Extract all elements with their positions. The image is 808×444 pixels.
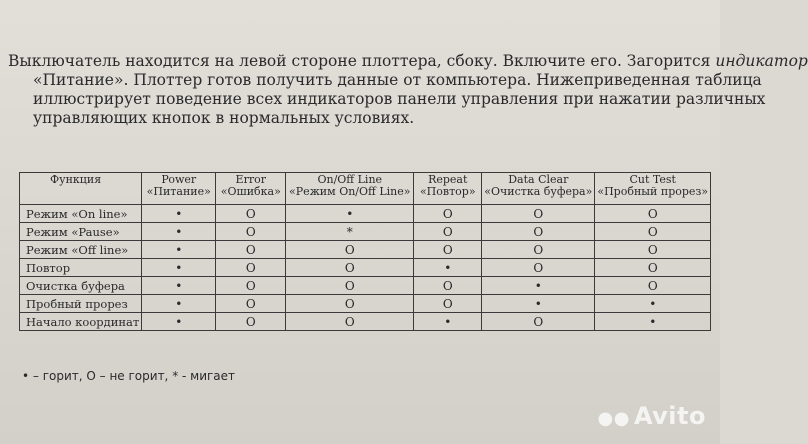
indicator-state-cell: O [216,223,286,241]
row-function-name: Повтор [20,259,142,277]
indicator-table [19,172,711,331]
indicator-state-cell: O [216,241,286,259]
indicator-state-cell: O [482,205,595,223]
indicator-state-cell: O [482,313,595,331]
avito-logo-icon: ●● [597,408,630,429]
intro-paragraph [8,52,808,128]
table-row [20,313,711,331]
indicator-state-cell: O [595,205,711,223]
row-function-name: Режим «Off line» [20,241,142,259]
indicator-state-cell: • [142,295,216,313]
indicator-state-cell: * [286,223,414,241]
indicator-state-cell: • [142,277,216,295]
intro-line-4: управляющих кнопок в нормальных условиях. [33,109,415,127]
indicator-state-cell: O [216,259,286,277]
indicator-state-cell: O [216,313,286,331]
header-online: On/Off Line «Режим On/Off Line» [286,173,414,205]
indicator-state-cell: O [216,295,286,313]
header-function: Функция [20,173,142,205]
header-cut-test: Cut Test «Пробный прорез» [595,173,711,205]
indicator-state-cell: O [286,295,414,313]
indicator-state-cell: • [286,205,414,223]
indicator-state-cell: O [216,277,286,295]
intro-italic-word: индикатор [715,52,808,70]
header-data-clear: Data Clear «Очистка буфера» [482,173,595,205]
legend: • – горит, O – не горит, * - мигает [22,369,236,383]
indicator-state-cell: O [414,277,482,295]
indicator-state-cell: • [142,241,216,259]
table-row [20,277,711,295]
table-header-row [20,173,711,205]
indicator-state-cell: • [142,259,216,277]
indicator-state-cell: O [414,223,482,241]
table-row [20,241,711,259]
table-row [20,223,711,241]
avito-watermark: ●● Avito [597,402,706,430]
header-power: Power «Питание» [142,173,216,205]
row-function-name: Начало координат [20,313,142,331]
indicator-state-cell: O [414,295,482,313]
table-row [20,295,711,313]
indicator-state-cell: • [142,223,216,241]
indicator-state-cell: O [286,259,414,277]
indicator-state-cell: • [414,259,482,277]
indicator-state-cell: • [482,295,595,313]
indicator-state-cell: O [216,205,286,223]
indicator-state-cell: O [482,259,595,277]
indicator-state-cell: O [482,241,595,259]
indicator-state-cell: O [595,223,711,241]
header-error: Error «Ошибка» [216,173,286,205]
indicator-state-cell: O [595,277,711,295]
indicator-state-cell: O [286,313,414,331]
header-repeat: Repeat «Повтор» [414,173,482,205]
indicator-state-cell: • [414,313,482,331]
indicator-state-cell: • [595,313,711,331]
indicator-state-cell: O [286,241,414,259]
indicator-state-cell: O [286,277,414,295]
table-row [20,205,711,223]
intro-line-2: «Питание». Плоттер готов получить данные от компьютера. Нижеприведенная таблица [33,71,762,89]
indicator-state-cell: O [595,241,711,259]
row-function-name: Очистка буфера [20,277,142,295]
indicator-state-cell: • [142,313,216,331]
indicator-state-cell: O [414,205,482,223]
indicator-state-cell: • [142,205,216,223]
row-function-name: Режим «On line» [20,205,142,223]
intro-line-1: Выключатель находится на левой стороне плоттера, сбоку. Включите его. Загорится индикатор [8,52,808,70]
row-function-name: Режим «Pause» [20,223,142,241]
indicator-state-cell: O [482,223,595,241]
intro-line-3: иллюстрирует поведение всех индикаторов панели управления при нажатии различных [33,90,766,108]
indicator-state-cell: • [482,277,595,295]
table-row [20,259,711,277]
indicator-state-cell: O [595,259,711,277]
indicator-state-cell: • [595,295,711,313]
row-function-name: Пробный прорез [20,295,142,313]
indicator-state-cell: O [414,241,482,259]
